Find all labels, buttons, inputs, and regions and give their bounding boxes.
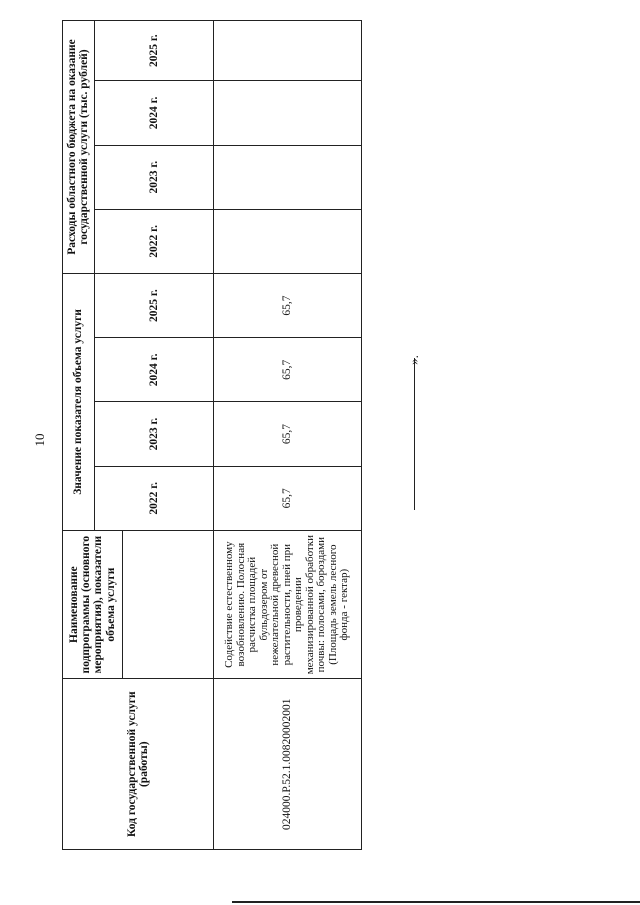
volume-2023-cell: 65,7 xyxy=(213,402,361,466)
header-volume-year-2024: 2024 г. xyxy=(94,338,213,402)
expense-2023-cell xyxy=(213,145,361,209)
table-container xyxy=(62,20,362,850)
closing-rule xyxy=(414,358,415,510)
header-volume-group: Значение показателя объема услуги xyxy=(63,273,95,530)
page-number: 10 xyxy=(32,433,47,447)
header-expense-group: Расходы областного бюджета на оказание государственной услуги (тыс. рублей) xyxy=(63,21,95,274)
header-volume-year-2022: 2022 г. xyxy=(94,466,213,530)
service-name-cell: Содействие естественному возобновлению. Полосная расчистка площадей бульдозером от нежелательной древесной растительности, пней при проведении механизированной обработки почвы: полосами, бороздами (Площадь земель лесного фонда - гектар) xyxy=(213,530,361,679)
header-code: Код государственной услуги (работы) xyxy=(63,679,214,850)
service-code-cell: 024000.Р.52.1.00820002001 xyxy=(213,679,361,850)
header-expense-year-2023: 2023 г. xyxy=(94,145,213,209)
closing-quote-mark: ». xyxy=(406,355,421,365)
volume-2022-cell: 65,7 xyxy=(213,466,361,530)
page-edge-line xyxy=(232,901,640,903)
header-volume-year-2023: 2023 г. xyxy=(94,402,213,466)
header-expense-year-2025: 2025 г. xyxy=(94,21,213,81)
service-volume-table xyxy=(62,20,362,850)
header-row-group xyxy=(63,21,95,850)
expense-2025-cell xyxy=(213,21,361,81)
header-expense-year-2024: 2024 г. xyxy=(94,81,213,145)
header-expense-year-2022: 2022 г. xyxy=(94,209,213,273)
blank-header-cell xyxy=(122,530,213,679)
table-row xyxy=(213,21,361,850)
rotated-table-frame xyxy=(62,20,362,850)
expense-2022-cell xyxy=(213,209,361,273)
volume-2024-cell: 65,7 xyxy=(213,338,361,402)
expense-2024-cell xyxy=(213,81,361,145)
header-volume-year-2025: 2025 г. xyxy=(94,273,213,337)
volume-2025-cell: 65,7 xyxy=(213,273,361,337)
header-name: Наименование подпрограммы (основного мероприятия), показатели объема услуги xyxy=(63,530,123,679)
